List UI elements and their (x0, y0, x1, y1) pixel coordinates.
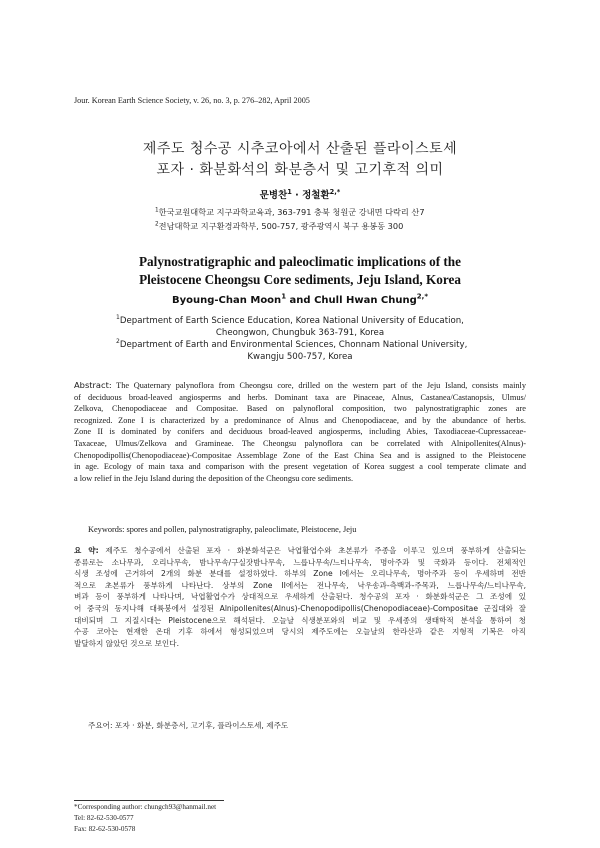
english-keywords: Keywords: spores and pollen, palynostratigraphy, paleoclimate, Pleistocene, Jeju (88, 525, 357, 534)
english-title-line-2: Pleistocene Cheongsu Core sediments, Jeju Island, Korea (139, 272, 461, 287)
footnote-fax: Fax: 82-62-530-0578 (74, 825, 136, 833)
korean-keywords: 주요어: 포자 · 화분, 화분층서, 고기후, 플라이스토세, 제주도 (88, 721, 289, 730)
korean-affiliation-2-text: 전남대학교 지구환경과학부, 500-757, 광주광역시 북구 용봉동 300 (158, 221, 404, 231)
journal-citation: Jour. Korean Earth Science Society, v. 26, no. 3, p. 276–282, April 2005 (74, 96, 310, 105)
abstract-line-9: a low relief in the Jeju Island during the deposition of the Cheongsu core sediments. (74, 473, 354, 483)
english-affiliation-2-line-1 (116, 340, 467, 350)
korean-abstract-line-9: 발달하지 않았던 것으로 보인다. (74, 638, 180, 648)
korean-affiliation-1 (155, 207, 425, 218)
korean-abstract-line-6: 어 중국의 동지나해 대륙붕에서 설정된 Alnipollenites(Alnus)-Chenopodipollis(Chenopodiaceae)-Compositae 군집대와 잘 (74, 603, 526, 613)
english-title-line-1: Palynostratigraphic and paleoclimatic implications of the (139, 254, 461, 269)
english-affiliation-2-text-1: Department of Earth and Environmental Sciences, Chonnam National University, (119, 340, 468, 350)
abstract-line-8: in age. Ecology of main taxa and comparison with the present vegetation of Korea suggest a cool temperate climate and (74, 462, 526, 472)
korean-author-separator: · (291, 190, 303, 201)
abstract-line-2: of deciduous broad-leaved angiosperms and herbs. Dominant taxa are Pinaceae, Alnus, Castanea/Castanopsis, Ulmus/ (74, 392, 526, 402)
korean-abstract-line-4: 적으로 초본류가 풍부하게 나타난다. 상부의 Zone II에서는 전나무속, 낙우송과-측백과-주목과, 느릅나무속/느티나무속, (74, 580, 526, 590)
korean-abstract-line-3: 식생 조성에 근거하여 2개의 화분 분대를 설정하였다. 하부의 Zone I에서는 오리나무속, 명아주과 등이 우세하며 전반 (74, 569, 526, 579)
korean-abstract-line-8: 수공 코아는 현재한 온대 기후 하에서 형성되었으며 당시의 제주도에는 오늘날의 한라산과 같은 지형적 기복은 아직 (74, 627, 526, 637)
korean-affiliation-2-sup: 2 (155, 221, 159, 228)
korean-abstract-label: 요 약: (74, 546, 99, 555)
korean-authors (0, 187, 600, 201)
english-authors (0, 292, 600, 306)
korean-affiliation-1-sup: 1 (155, 207, 159, 214)
korean-author-2: 정철환 (302, 190, 330, 201)
korean-abstract-line-1 (74, 545, 526, 557)
korean-title-line-2: 포자 · 화분화석의 화분층서 및 고기후적 의미 (156, 162, 444, 178)
korean-title-line-1: 제주도 청수공 시추코아에서 산출된 플라이스토세 (142, 141, 458, 157)
korean-author-1: 문병찬 (259, 190, 288, 201)
abstract-line-5: Zone II is dominated by conifers and deciduous broad-leaved angiosperms, including Abies, Taxodiaceae-Cupressaceae- (74, 427, 526, 437)
english-author-1-sup: 1 (281, 292, 287, 301)
english-author-1: Byoung-Chan Moon (172, 295, 282, 306)
korean-author-2-sup: 2,* (329, 187, 341, 196)
english-author-2: Chull Hwan Chung (314, 295, 417, 306)
abstract-line-1 (74, 380, 526, 392)
english-affiliation-1-line-1 (116, 316, 464, 326)
english-affiliation-1-line-2: Cheongwon, Chungbuk 363-791, Korea (215, 328, 385, 338)
korean-abstract-line-5: 벼과 등이 풍부하게 나타나며, 낙엽활엽수가 상대적으로 우세하게 산출된다. 청수공의 포자 · 화분화석군은 그 조성에 있 (74, 592, 526, 602)
abstract-label: Abstract: (74, 380, 112, 390)
korean-abstract-line-7: 대비되며 그 지질시대는 Pleistocene으로 해석된다. 오늘날 식생분포와의 비교 및 우세종의 생태학적 분석을 통하여 청 (74, 615, 526, 625)
korean-abstract (74, 545, 526, 649)
footnote-divider (74, 800, 224, 801)
korean-abstract-line-2: 종류로는 소나무과, 오리나무속, 밤나무속/구실잣밤나무속, 느릅나무속/느티나무속, 명아주과 및 국화과 등이다. 전체적인 (74, 557, 526, 567)
english-affiliation-2-sup: 2 (116, 338, 120, 346)
english-affiliation-1-sup: 1 (116, 314, 120, 322)
abstract-line-4: recognized. Zone I is characterized by a predominance of Alnus and Chenopodiaceae, and by the abundance of herbs. (74, 415, 526, 425)
footnote-corresponding-author: *Corresponding author: chungch93@hanmail.net (74, 803, 217, 811)
abstract-line-6: Taxaceae, Ulmus/Zelkova and Gramineae. The Cheongsu palynoflora can be correlated with Alnipollenites(Alnus)- (74, 438, 526, 448)
korean-affiliation-1-text: 한국교원대학교 지구과학교육과, 363-791 충북 청원군 강내면 다락리 산7 (158, 207, 425, 217)
english-affiliation-2-line-2: Kwangju 500-757, Korea (247, 352, 353, 362)
abstract-line-1-text: The Quaternary palynoflora from Cheongsu core, drilled on the western part of the Jeju Island, consists mainly (116, 381, 526, 390)
korean-abstract-line-1-text: 제주도 청수공에서 산출된 포자 · 화분화석군은 낙엽활엽수와 초본류가 주종을 이루고 있으며 풍부하게 산출되는 (105, 546, 526, 555)
english-author-2-sup: 2,* (416, 292, 428, 301)
korean-author-1-sup: 1 (287, 187, 292, 196)
korean-affiliation-2 (155, 221, 403, 232)
abstract-line-7: Chenopodipollis(Chenopodiaceae)-Compositae Assemblage Zone of the East China Sea and is assigned to the Pleistocene (74, 450, 526, 460)
english-affiliation-1-text-1: Department of Earth Science Education, Korea National University of Education, (119, 316, 464, 326)
abstract-line-3: Zelkova, Chenopodiaceae and Compositae. Based on palynofloral composition, two palynostratigraphic zones are (74, 404, 526, 414)
footnote-tel: Tel: 82-62-530-0577 (74, 814, 134, 822)
english-abstract (74, 380, 526, 484)
english-author-and: and (286, 295, 315, 306)
